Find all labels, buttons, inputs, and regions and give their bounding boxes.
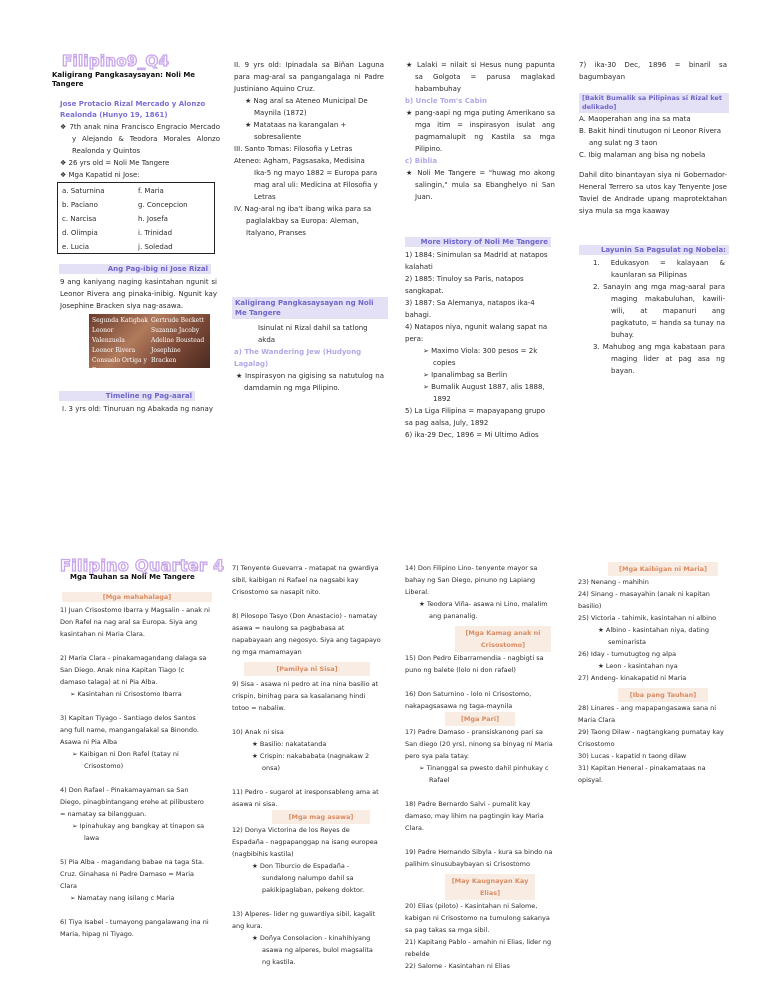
akda-c-bullet: ★ Noli Me Tangere = "huwag mo akong salingin," mula sa Ebanghelyo ni San Juan. <box>406 169 555 201</box>
lover-name: Segunda Katigbak <box>92 317 148 324</box>
tauhan-item: 8) Pilosopo Tasyo (Don Anastacio) - namatay asawa = naulong sa pagbabasa at napabayaan ang negosyo. Siya ang tagapayo ng mga mamamayan <box>232 612 381 656</box>
timeline-item-3: III. Santo Tomas: Filosofia y Letras <box>234 145 353 153</box>
tauhan-subitem: ➢ Tinanggal sa pwesto dahil pinhukay c Rafael <box>419 764 549 784</box>
timeline-item-3c: Ika-5 ng mayo 1882 = Europa para mag aral uli: Medicina at Filosofia y Letras <box>254 169 378 201</box>
bakit-list <box>579 113 727 161</box>
timeline-header: Timeline ng Pag-aaral <box>59 391 195 401</box>
tauhan-item: 18) Padre Bernardo Salvi - pumalit kay damaso, may lihim na pagtingin kay Maria Clara. <box>405 800 544 832</box>
akda-b-bullet: ★ pang-aapi ng mga puting Amerikano sa mga itim = inspirasyon isulat ang pagmamalupit ng Kastila sa mga Pilipino. <box>406 109 555 153</box>
sibling-item: i. Trinidad <box>138 229 173 237</box>
tauhan-subitem: ★ Basilio: nakatatanda <box>252 740 327 748</box>
history-subitem: ➢ Maximo Viola: 300 pesos = 2k copies <box>423 347 538 367</box>
tauhan-item: 2) Maria Clara - pinakamagandang dalaga sa San Diego. Anak nina Kapitan Tiago (c damaso talaga) at ni Pia Alba. <box>60 654 207 686</box>
history-item-7: 7) ika-30 Dec, 1896 = binaril sa bagumbayan <box>579 61 727 81</box>
tauhan-item: 9) Sisa - asawa ni pedro at ina nina basilio at crispin, binihag para sa kasalanang hindi totoo = nabaliw. <box>232 680 379 712</box>
layunin-header: Layunin Sa Pagsulat ng Nobela: <box>579 245 729 255</box>
bakit-header: [Bakit Bumalik sa Pilipinas si Rizal ket delikado] <box>579 93 729 113</box>
author-name: Jose Protacio Rizal Mercado y Alonzo Realonda (Hunyo 19, 1861) <box>60 100 206 119</box>
history-item: 6) ika-29 Dec, 1896 = Mi Ultimo Adios <box>405 431 539 439</box>
siblings-box <box>57 182 215 254</box>
tauhan-subitem: ★ Albino - kasintahan niya, dating seminarista <box>598 626 710 646</box>
tauhan-item: 25) Victoria - tahimik, kasintahan ni albino <box>578 614 717 622</box>
lover-name: Leonor Rivera <box>92 347 136 354</box>
history-item: 1) 1884: Sinimulan sa Madrid at natapos kalahati <box>405 251 548 271</box>
mag-asawa-header: [Mga mag asawa] <box>272 810 370 824</box>
col2-block <box>234 59 384 239</box>
mahalaga-header: [Mga mahahalaga] <box>62 592 212 602</box>
lovers-image <box>89 314 210 384</box>
pag-ibig-header: Ang Pag-ibig ni Jose Rizal <box>59 264 211 274</box>
timeline-item-2-bullet: ★ Nag aral sa Ateneo Municipal De Maynila (1872) <box>245 97 368 117</box>
kp-text: Isinulat ni Rizal dahil sa tatlong akda <box>258 324 368 344</box>
page-title-2: Filipino Quarter 4 <box>60 556 225 575</box>
timeline-item-4: IV. Nag-aral ng iba't ibang wika para sa paglalakbay sa Europa: Aleman, Italyano, Pranses <box>234 205 372 237</box>
tauhan-item: 19) Padre Hernando Sibyla - kura sa bindo na palihim sinusubaybayan si Crisostomo <box>405 848 553 868</box>
author-fact-1: ❖ 7th anak nina Francisco Engracio Mercado y Alejando & Teodora Morales Alonzo Realonda y Quintos <box>60 123 220 155</box>
tauhan-subitem: ★ Crispin: nakababata (nagnakaw 2 onsa) <box>252 752 370 772</box>
page-subtitle-2: Mga Tauhan sa Noli Me Tangere <box>70 573 195 581</box>
tauhan-item: 26) Iday - tumutugtog ng alpa <box>578 650 677 658</box>
history-item: 2) 1885: Tinuloy sa Paris, natapos sangkapat. <box>405 275 524 295</box>
lover-name: O Sei San <box>92 377 122 384</box>
sibling-item: f. Maria <box>138 187 164 195</box>
bakit-item: C. Ibig malaman ang bisa ng nobela <box>579 151 706 159</box>
tauhan-item: 5) Pia Alba - magandang babae na taga Sta. Cruz. Ginahasa ni Padre Damaso = Maria Clara <box>60 858 205 890</box>
tauhan-subitem: ➢ Kaibigan ni Don Rafel (tatay ni Crisostomo) <box>72 750 179 770</box>
tauhan-item: 23) Nenang - mahihin <box>578 578 649 586</box>
tauhan-item: 6) Tiya Isabel - tumayong pangalawang ina ni Maria, hipag ni Tiyago. <box>60 918 209 938</box>
akda-a: a) The Wandering Jew (Hudyong Lagalag) <box>234 348 362 368</box>
tauhan-item: 20) Elias (piloto) - Kasintahan ni Salome, kabigan ni Crisostomo na tumulong sakanya sa pag takas sa mga sibil. <box>405 902 550 934</box>
tauhan-item: 13) Alperes- lider ng guwardiya sibil, kagalit ang kura. <box>232 910 376 930</box>
lover-name: Adeline Boustead <box>151 337 205 344</box>
author-fact-2: ❖ 26 yrs old = Noli Me Tangere <box>60 159 170 167</box>
sibling-item: g. Concepcion <box>138 201 188 209</box>
lover-name: Josephine Bracken <box>151 347 181 364</box>
history-subitem: ➢ Bumalik August 1887, alis 1888, 1892 <box>423 383 545 403</box>
sibling-item: j. Soledad <box>138 243 173 251</box>
col-b2 <box>232 562 382 968</box>
tauhan-item: 21) Kapitang Pablo - amahin ni Elias, lider ng rebelde <box>405 938 552 958</box>
tauhan-item: 14) Don Filipino Lino- tenyente mayor sa bahay ng San Diego, pinuno ng Lapiang Liberal. <box>405 564 538 596</box>
sibling-item: b. Paciano <box>62 201 98 209</box>
akda-b: b) Uncle Tom's Cabin <box>405 97 487 105</box>
sibling-item: c. Narcisa <box>62 215 97 223</box>
tauhan-subitem: ★ Teodora Viña- asawa ni Lino, malalim ang pananalig. <box>419 600 548 620</box>
tauhan-subitem: ➢ Ipinahukay ang bangkay at tinapon sa lawa <box>72 822 205 842</box>
sibling-item: d. Olimpia <box>62 229 98 237</box>
tauhan-item: 24) Sinang - masayahin (anak ni kapitan basilio) <box>578 590 710 610</box>
layunin-item: 1. Edukasyon = kalayaan & kaunlaran sa Pilipinas <box>593 259 725 279</box>
author-facts <box>60 121 220 181</box>
lover-name: Leonor Valenzuela <box>92 327 125 344</box>
timeline-item-3b: Ateneo: Agham, Pagsasaka, Medisina <box>234 157 365 165</box>
layunin-item: 3. Mahubog ang mga kabataan para maging lider at pag asa ng bayan. <box>593 343 725 375</box>
kamag-anak-header: [Mga Kamag anak ni Crisostomo] <box>455 626 551 652</box>
pag-ibig-text: 9 ang kaniyang naging kasintahan ngunit si Leonor Rivera ang pinaka-inibig. Ngunit kay Josephine Bracken siya nag-asawa. <box>60 278 217 310</box>
dahil-text: Dahil dito binantayan siya ni Gobernador-Heneral Terrero sa utos kay Tenyente Jose Taviel de Andrade upang maprotektahan siya mula sa mga kaaway <box>579 171 727 215</box>
bakit-item: A. Maoperahan ang ina sa mata <box>579 115 691 123</box>
tauhan-item: 22) Salome - Kasintahan ni Elias <box>405 962 510 970</box>
tauhan-subitem: ➢ Kasintahan ni Crisostomo Ibarra <box>70 690 182 698</box>
tauhan-item: 30) Lucas - kapatid n taong dilaw <box>578 752 687 760</box>
sibling-item: h. Josefa <box>138 215 168 223</box>
history-item: 3) 1887: Sa Alemanya, natapos ika-4 bahagi. <box>405 299 535 319</box>
more-history-list <box>405 249 555 441</box>
kaibigan-header: [Mga Kaibigan ni Maria] <box>608 562 718 576</box>
col3-block <box>405 59 555 203</box>
tauhan-item: 11) Pedro - sugarol at iresponsableng ama at asawa ni sisa. <box>232 788 379 808</box>
tauhan-subitem: ★ Don Tiburcio de Espadaña - sundalong nalumpo dahil sa pakikipaglaban, pekeng doktor. <box>252 862 365 894</box>
more-history-header: More History of Noli Me Tangere <box>405 237 551 247</box>
col-b3 <box>405 562 555 972</box>
tauhan-item: 7) Tenyente Guevarra - matapat na gwardiya sibil, kaibigan ni Rafael na nagsabi kay Crisostomo sa nasapit nito. <box>232 564 379 596</box>
iba-pang-header: [Iba pang Tauhan] <box>618 688 708 702</box>
layunin-item: 2. Sanayin ang mga mag-aaral para maging makabuluhan, kawili-wili, at mapanuri ang pagkatuto, = handa sa tunay na buhay. <box>593 283 725 339</box>
layunin-list <box>585 257 725 377</box>
col-b4 <box>578 562 728 786</box>
tauhan-subitem: ★ Leon - kasintahan nya <box>598 662 678 670</box>
history-subitem: ➢ Ipanalimbag sa Berlin <box>423 371 508 379</box>
col2-akda <box>234 322 384 394</box>
sibling-item: a. Saturnina <box>62 187 105 195</box>
tauhan-item: 10) Anak ni sisa <box>232 728 284 736</box>
sisa-header: [Pamilya ni Sisa] <box>244 662 370 676</box>
tauhan-item: 27) Andeng- kinakapatid ni Maria <box>578 674 687 682</box>
elias-header: [May Kaugnayan Kay Elias] <box>445 874 535 900</box>
page-title: Filipino9_Q4 <box>62 52 170 70</box>
bakit-item: B. Bakit hindi tinutugon ni Leonor Rivera ang sulat ng 3 taon <box>579 127 722 147</box>
tauhan-item: 31) Kapitan Heneral - pinakamataas na opisyal. <box>578 764 706 784</box>
lover-name: Gertrude Beckett <box>151 317 204 324</box>
kp-header: Kaligirang Pangkasaysayan ng Noli Me Tangere <box>232 297 388 319</box>
timeline-item-2: II. 9 yrs old: Ipinadala sa Biñan Laguna para mag-aral sa pangangalaga ni Padre Justiniano Aquino Cruz. <box>234 61 384 93</box>
tauhan-item: 12) Donya Victorina de los Reyes de Espadaña - nagpapanggap na isang europea (nagbibihis kastila) <box>232 826 378 858</box>
timeline-item-1: I. 3 yrs old: Tinuruan ng Abakada ng nanay <box>62 405 213 413</box>
col-b1 <box>60 604 210 940</box>
tauhan-item: 28) Linares - ang mapapangasawa sana ni Maria Clara <box>578 704 717 724</box>
akda-c: c) Biblia <box>405 157 438 165</box>
page-subtitle: Kaligirang Pangkasaysayan: Noli Me Tangere <box>52 71 196 88</box>
pari-header: [Mga Pari] <box>445 712 515 726</box>
timeline-item-2-bullet: ★ Matataas na karangalan + sobresaliente <box>245 121 347 141</box>
lover-name: Consuelo Ortiga y Rey <box>92 357 147 374</box>
author-fact-3: ❖ Mga Kapatid ni Jose: <box>60 171 140 179</box>
tauhan-item: 17) Padre Damaso - pransiskanong pari sa San diego (20 yrs), ninong sa binyag ni Maria pero sya pala tatay. <box>405 728 553 760</box>
tauhan-item: 1) Juan Crisostomo Ibarra y Magsalin - anak ni Don Rafel na nag aral sa Europa. Siya ang kasintahan ni Maria Clara. <box>60 606 210 638</box>
tauhan-item: 3) Kapitan Tiyago - Santiago delos Santos ang full name, mangangalakal sa Binondo. Asawa ni Pia Alba <box>60 714 199 746</box>
akda-a-bullet-2: ★ Lalaki = nilait si Hesus nung papunta sa Golgota = parusa maglakad habambuhay <box>406 61 555 93</box>
tauhan-item: 15) Don Pedro Eibarramendia - nagbigti sa puno ng balete (lolo ni don rafael) <box>405 654 544 674</box>
tauhan-item: 4) Don Rafael - Pinakamayaman sa San Diego, pinagbintangang erehe at pilibustero = namatay sa bilangguan. <box>60 786 204 818</box>
tauhan-item: 16) Don Saturnino - lolo ni Crisostomo, nakapagsasawa ng taga-maynila <box>405 690 532 710</box>
akda-a-bullet: ★ Inspirasyon na gigising sa natutulog na damdamin ng mga Pilipino. <box>236 372 384 392</box>
tauhan-subitem: ★ Doñya Consolacion - kinahihiyang asawa ng alperes, bulol magsalita ng kastila. <box>252 934 373 966</box>
sibling-item: e. Lucia <box>62 243 90 251</box>
tauhan-subitem: ➢ Namatay nang isilang c Maria <box>70 894 175 902</box>
history-item: 5) La Liga Filipina = mapayapang grupo sa pag aalsa, July, 1892 <box>405 407 546 427</box>
lover-name: Suzanne Jacoby <box>151 327 200 334</box>
history-item: 4) Natapos niya, ngunit walang sapat na pera: <box>405 323 548 343</box>
tauhan-item: 29) Taong Dilaw - nagtangkang pumatay kay Crisostomo <box>578 728 724 748</box>
